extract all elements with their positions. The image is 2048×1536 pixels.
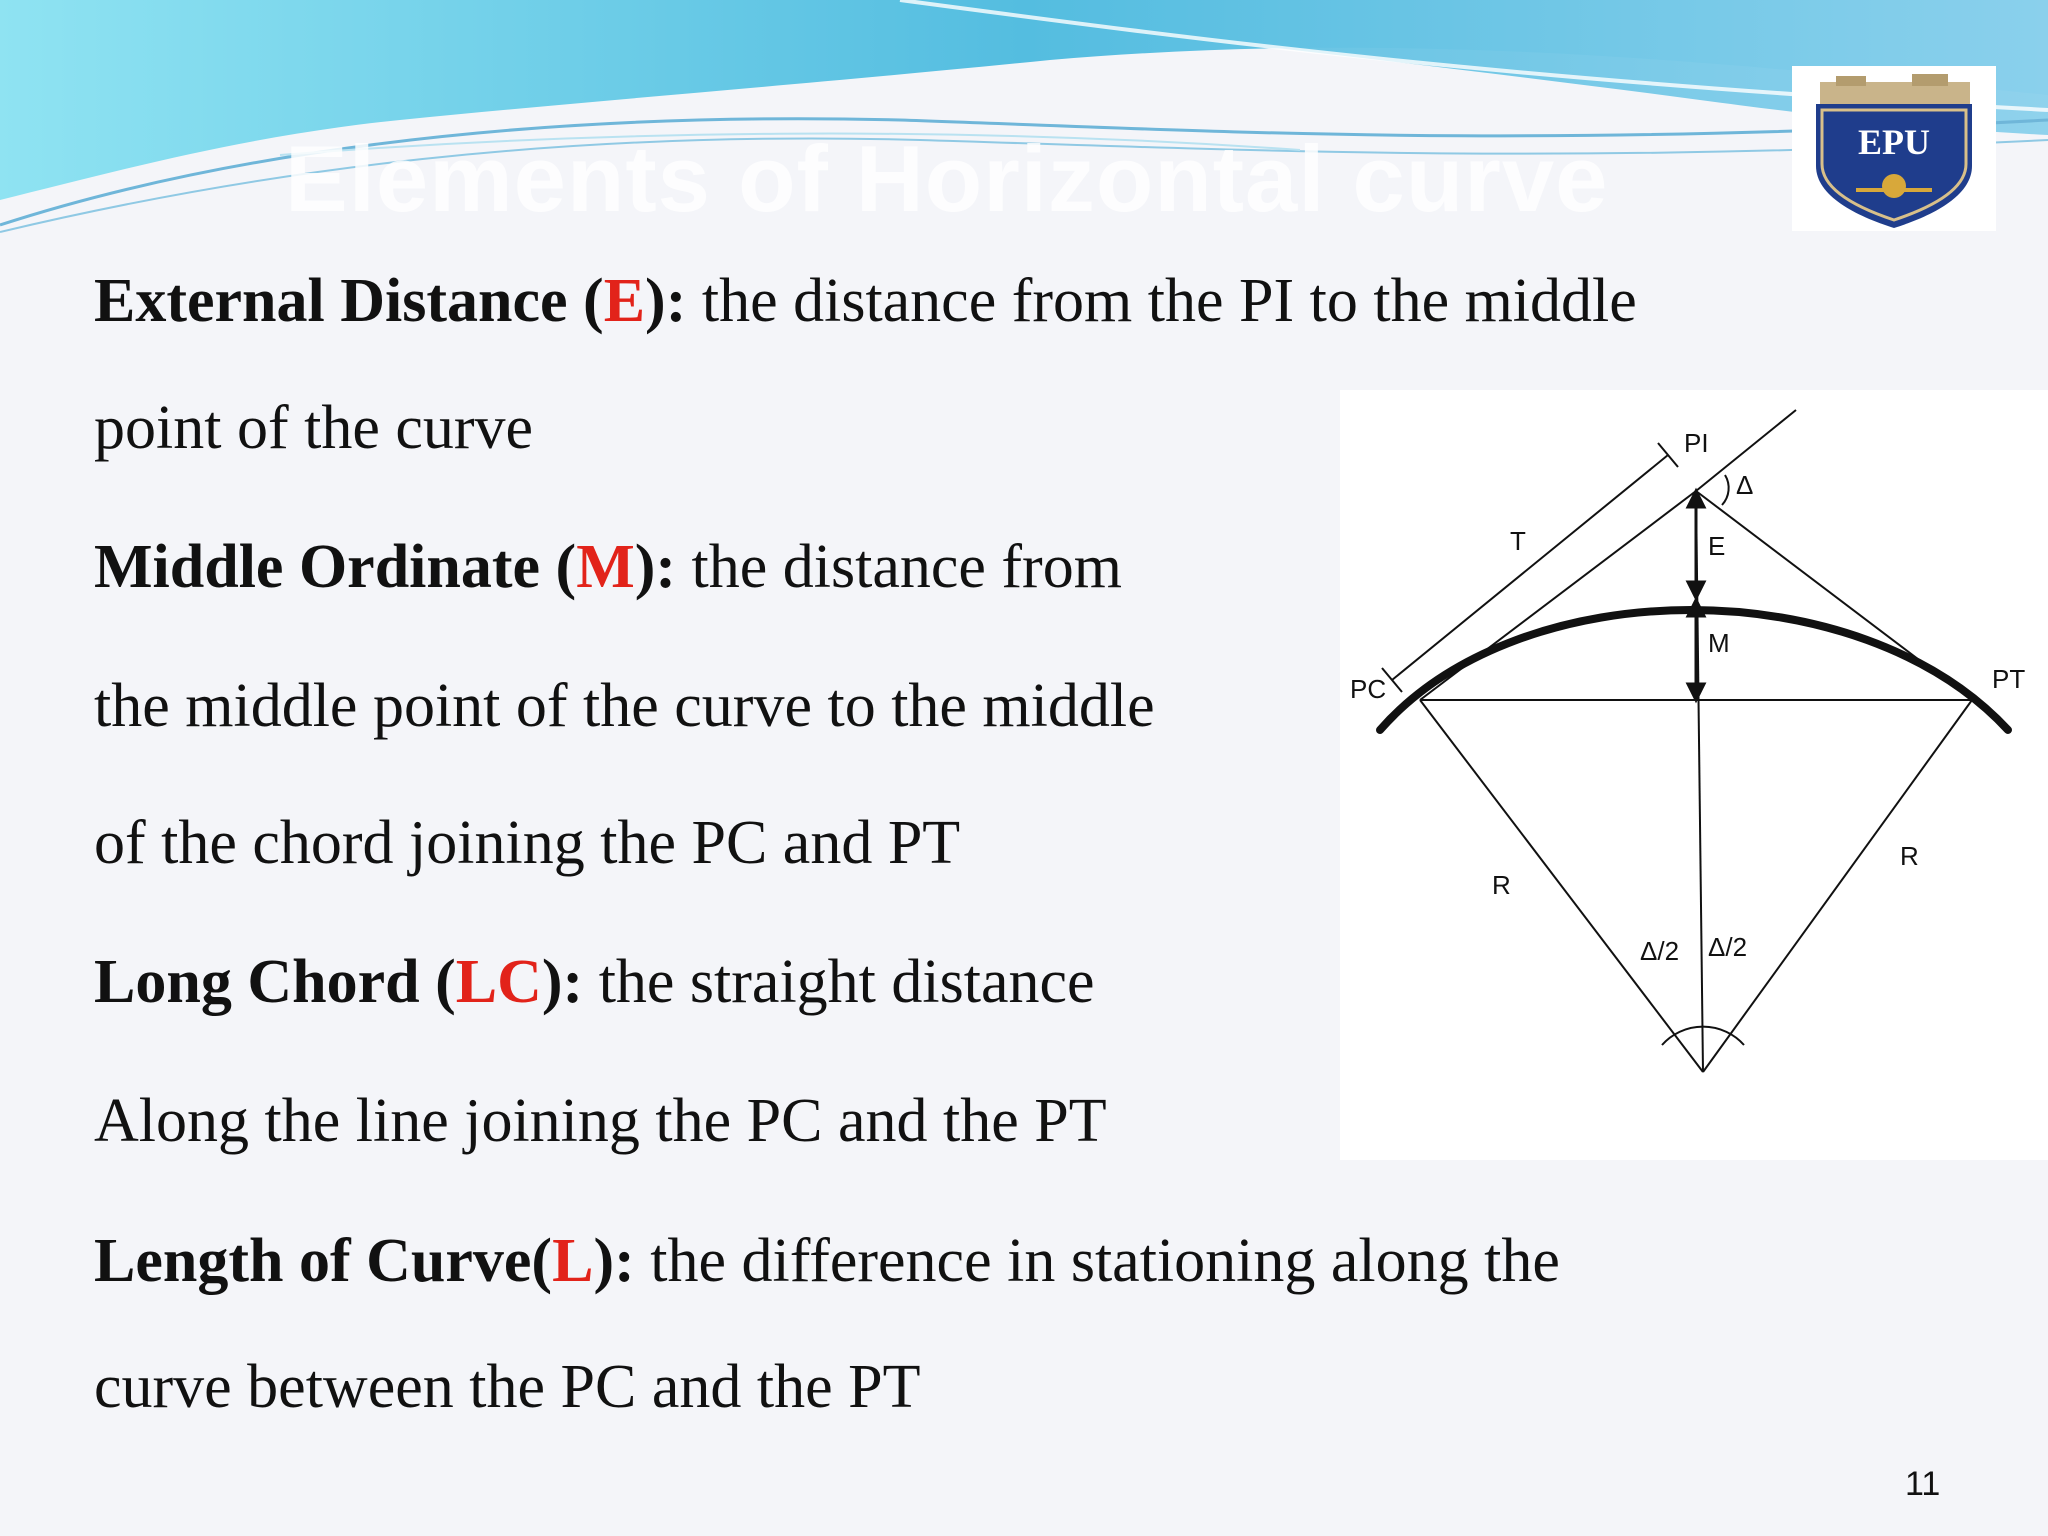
horizontal-curve-arc <box>1380 610 2008 730</box>
term-end: ): <box>541 948 584 1016</box>
definition-m-line2: the middle point of the curve to the middle <box>94 672 1155 740</box>
term-symbol: LC <box>455 948 542 1016</box>
page-number: 11 <box>1905 1465 1941 1503</box>
middle-ordinate-label: M <box>1708 628 1730 658</box>
radius-left-line <box>1420 700 1703 1072</box>
definition-m-line1 <box>94 532 1122 602</box>
term-label: Middle Ordinate ( <box>94 533 577 601</box>
definition-lc-line1 <box>94 947 1095 1017</box>
term-end: ): <box>634 533 677 601</box>
definition-text: the straight distance <box>583 948 1095 1016</box>
radius-left-label: R <box>1492 870 1511 900</box>
external-label: E <box>1708 531 1726 561</box>
epu-logo <box>1792 66 1996 231</box>
term-end: ): <box>593 1227 635 1295</box>
deflection-angle-arc <box>1722 475 1729 505</box>
logo-text: EPU <box>1858 122 1930 162</box>
definition-e-line1 <box>94 266 1637 336</box>
definition-e-line2: point of the curve <box>94 394 534 462</box>
definition-lc-line2: Along the line joining the PC and the PT <box>94 1087 1107 1155</box>
delta-label: Δ <box>1736 470 1754 500</box>
half-delta-right-label: Δ/2 <box>1708 932 1748 962</box>
half-delta-left-label: Δ/2 <box>1640 936 1680 966</box>
pc-label: PC <box>1350 674 1387 704</box>
tangent-dimension-line <box>1392 455 1668 680</box>
term-symbol: M <box>576 533 635 601</box>
horizontal-curve-diagram <box>1340 390 2048 1160</box>
term-symbol: E <box>603 267 646 335</box>
definition-l-line2: curve between the PC and the PT <box>94 1353 921 1421</box>
radius-right-line <box>1703 700 1972 1072</box>
definition-text: the distance from <box>676 533 1122 601</box>
term-label: External Distance ( <box>94 267 604 335</box>
definition-text: the distance from the PI to the middle <box>686 267 1637 335</box>
pt-label: PT <box>1992 664 2026 694</box>
term-label: Length of Curve( <box>94 1227 553 1295</box>
pi-label: PI <box>1684 428 1709 458</box>
definition-l-line1 <box>94 1226 1560 1296</box>
slide-title: Elements of Horizontal curve <box>285 126 1609 231</box>
term-label: Long Chord ( <box>94 948 456 1016</box>
term-symbol: L <box>552 1227 594 1295</box>
term-end: ): <box>645 267 687 335</box>
definition-text: the difference in stationing along the <box>634 1227 1560 1295</box>
tangent-label: T <box>1510 526 1526 556</box>
definition-m-line3: of the chord joining the PC and PT <box>94 809 961 877</box>
radius-right-label: R <box>1900 841 1919 871</box>
